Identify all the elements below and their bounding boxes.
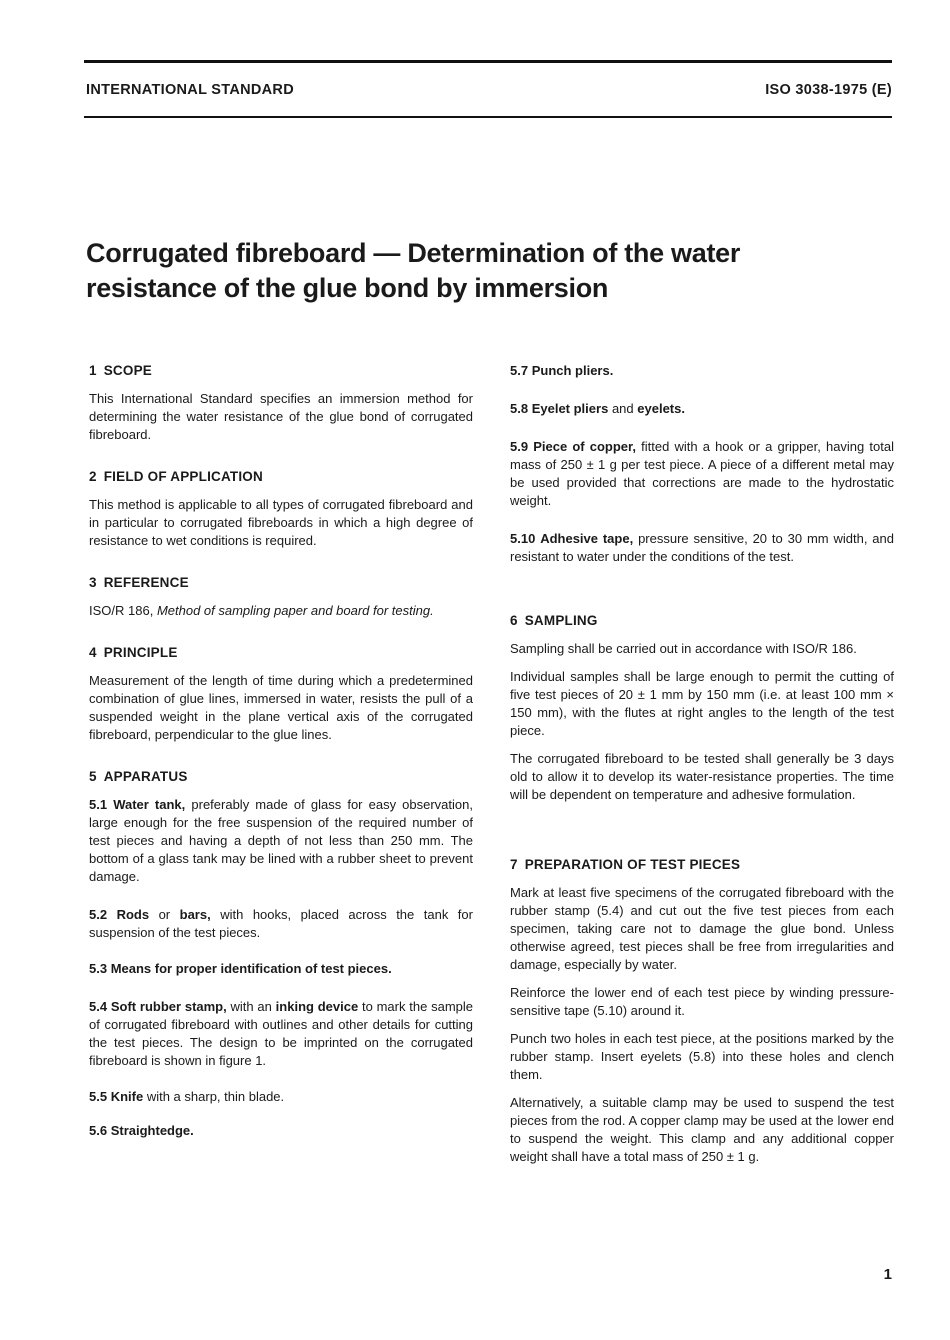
reference-title: Method of sampling paper and board for testing. <box>156 603 434 618</box>
section-field-of-application <box>89 468 473 550</box>
section-heading: 1 SCOPE <box>89 363 152 378</box>
apparatus-item-5-7: 5.7 Punch pliers. <box>510 363 614 378</box>
section-sampling <box>510 612 894 804</box>
section-heading: 4 PRINCIPLE <box>89 645 178 660</box>
title-line-2: resistance of the glue bond by immersion <box>86 273 609 303</box>
preparation-paragraph: Punch two holes in each test piece, at the positions marked by the rubber stamp. Insert eyelets (5.8) into these holes and clench them. <box>510 1031 894 1082</box>
apparatus-item-5-5: 5.5 Knife with a sharp, thin blade. <box>89 1089 285 1104</box>
preparation-paragraph: Alternatively, a suitable clamp may be used to suspend the test pieces from the rod. A copper clamp may be used at the lower end to suspend the weight. This clamp and any additional copper weight shall have a total mass of 250 ± 1 g. <box>510 1095 894 1164</box>
header-document-number: ISO 3038-1975 (E) <box>765 82 892 98</box>
apparatus-item-5-3: 5.3 Means for proper identification of test pieces. <box>89 961 392 976</box>
header-rule <box>84 116 892 118</box>
apparatus-item-5-2: 5.2 Rods or bars, with hooks, placed across the tank for suspension of the test pieces. <box>89 907 473 940</box>
apparatus-item-5-1: 5.1 Water tank, preferably made of glass for easy observation, large enough for the free suspension of the required number of test pieces and having a depth of not less than 250 mm. The bottom of a glass tank may be lined with a rubber sheet to prevent damage. <box>89 797 473 884</box>
right-column <box>510 362 894 1166</box>
reference-text <box>89 602 473 620</box>
section-heading: 6 SAMPLING <box>510 613 598 628</box>
section-heading: 3 REFERENCE <box>89 575 189 590</box>
section-text: This method is applicable to all types of corrugated fibreboard and in particular to corrugated fibreboards in which a high degree of resistance to wet conditions is required. <box>89 497 473 548</box>
document-title <box>86 236 886 306</box>
section-text: Measurement of the length of time during which a predetermined combination of glue lines, immersed in water, resists the pull of a suspended weight in the plane vertical axis of the corrugated fibreboard, perpendicular to the glue lines. <box>89 673 473 742</box>
left-column <box>89 362 473 1140</box>
apparatus-item-5-10: 5.10 Adhesive tape, pressure sensitive, 20 to 30 mm width, and resistant to water under the conditions of the test. <box>510 531 894 564</box>
section-heading: 2 FIELD OF APPLICATION <box>89 469 263 484</box>
section-heading: 7 PREPARATION OF TEST PIECES <box>510 857 741 872</box>
reference-code: ISO/R 186, <box>89 603 154 618</box>
section-preparation-of-test-pieces <box>510 856 894 1166</box>
section-heading: 5 APPARATUS <box>89 769 188 784</box>
sampling-paragraph: The corrugated fibreboard to be tested shall generally be 3 days old to allow it to develop its water-resistance properties. The time will be dependent on temperature and adhesive formulation. <box>510 751 894 802</box>
page-number: 1 <box>883 1266 892 1283</box>
section-scope <box>89 362 473 444</box>
preparation-paragraph: Mark at least five specimens of the corrugated fibreboard with the rubber stamp (5.4) and cut out the five test pieces from each specimen, taking care not to damage the glue bond. Unless otherwise agreed, test pieces shall be free from irregularities and damage, especially by water. <box>510 885 894 972</box>
section-apparatus <box>89 768 473 1140</box>
apparatus-item-5-8: 5.8 Eyelet pliers and eyelets. <box>510 401 685 416</box>
top-rule <box>84 60 892 63</box>
preparation-paragraph: Reinforce the lower end of each test piece by winding pressure-sensitive tape (5.10) around it. <box>510 985 894 1018</box>
section-text: This International Standard specifies an immersion method for determining the water resistance of the glue bond of corrugated fibreboard. <box>89 391 473 442</box>
section-reference <box>89 574 473 620</box>
apparatus-item-5-6: 5.6 Straightedge. <box>89 1123 194 1138</box>
sampling-paragraph: Sampling shall be carried out in accordance with ISO/R 186. <box>510 641 857 656</box>
section-principle <box>89 644 473 744</box>
header-standard-label: INTERNATIONAL STANDARD <box>86 82 294 98</box>
title-line-1: Corrugated fibreboard — Determination of the water <box>86 238 741 268</box>
apparatus-item-5-4: 5.4 Soft rubber stamp, with an inking device to mark the sample of corrugated fibreboard with outlines and other details for cutting the test pieces. The design to be imprinted on the corrugated fibreboard is shown in figure 1. <box>89 999 473 1068</box>
apparatus-item-5-9: 5.9 Piece of copper, fitted with a hook or a gripper, having total mass of 250 ± 1 g per test piece. A piece of a different metal may be used provided that corrections are made to the hydrostatic weight. <box>510 439 894 508</box>
sampling-paragraph: Individual samples shall be large enough to permit the cutting of five test pieces of 20 ± 1 mm by 150 mm (i.e. at least 100 mm × 150 mm), with the flutes at right angles to the length of the test piece. <box>510 669 894 738</box>
